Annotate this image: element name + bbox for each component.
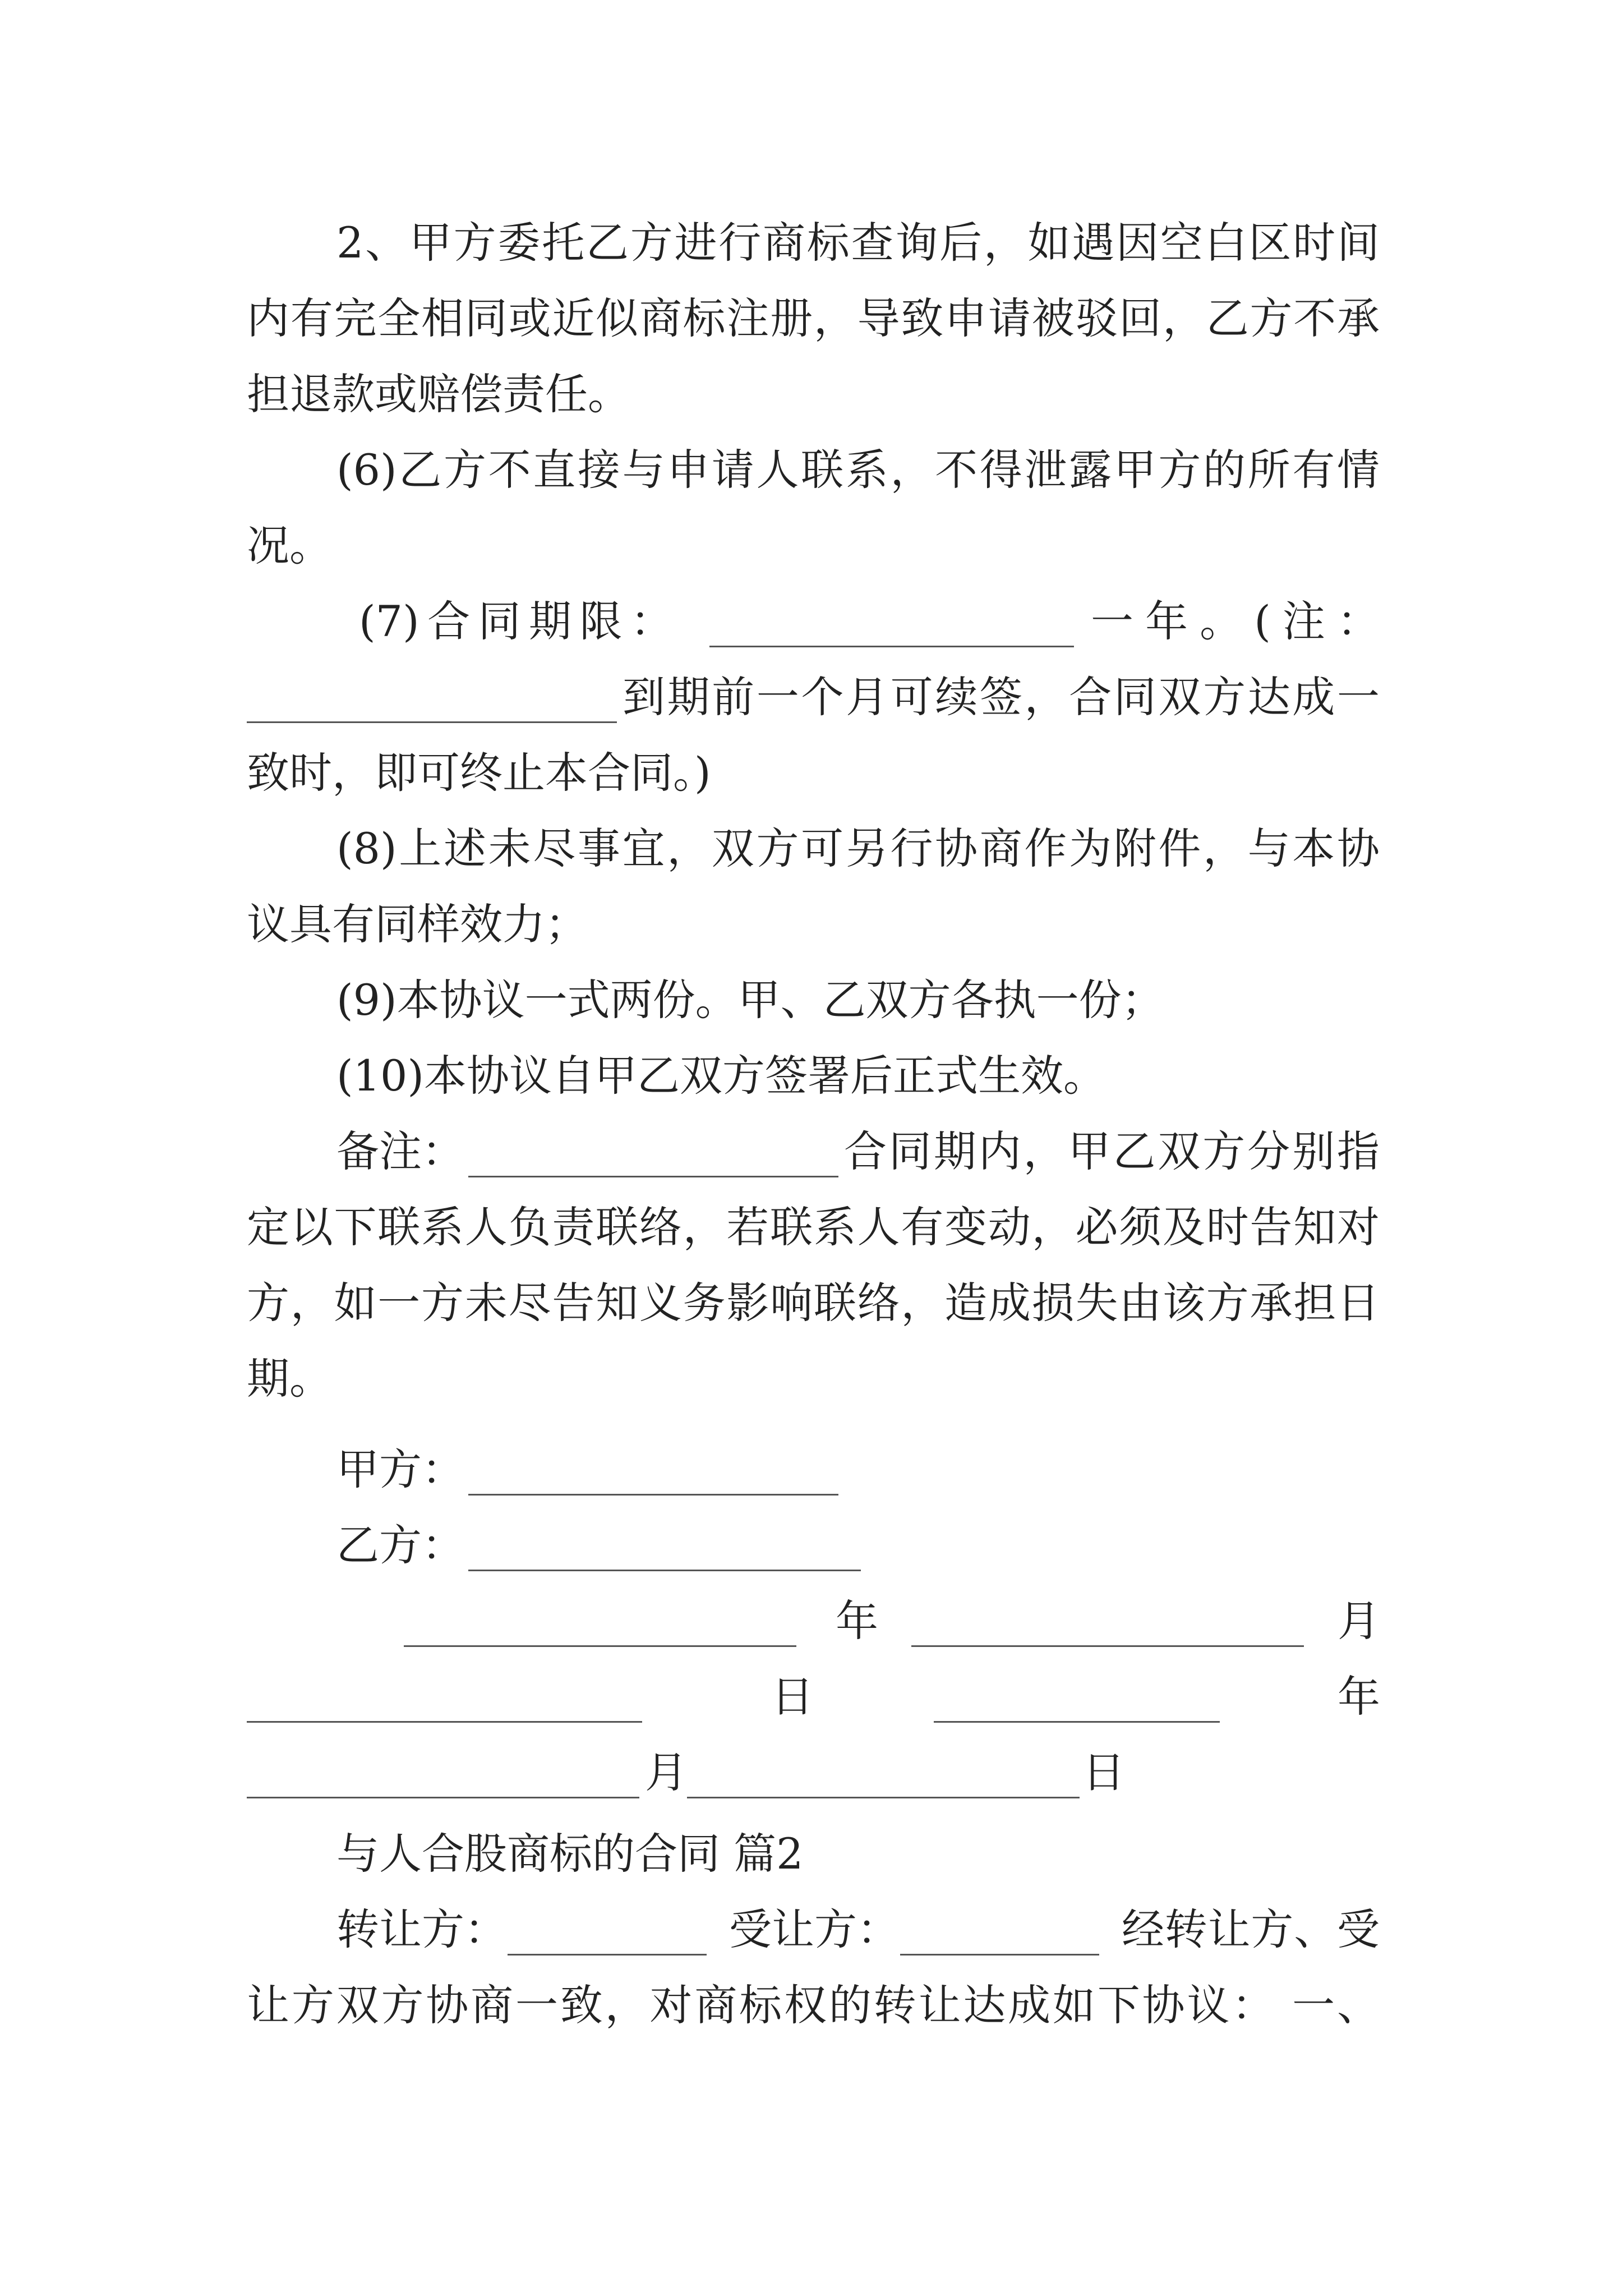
paragraph-line <box>0 894 1623 955</box>
text: 2、甲方委托乙方进行商标查询后，如遇因空白区时间 <box>336 218 1380 268</box>
date-line <box>0 1666 1623 1728</box>
transferee-label: 受让方： <box>729 1904 900 1954</box>
text: 定以下联系人负责联络，若联系人有变动，必须及时告知对 <box>247 1202 1380 1252</box>
signature-line-party-b <box>0 1515 1623 1576</box>
date-blank[interactable] <box>934 1721 1220 1723</box>
day-label: 日 <box>1082 1747 1125 1797</box>
date-blank[interactable] <box>247 1721 642 1723</box>
paragraph-line <box>0 1975 1623 2036</box>
paragraph-line <box>0 1197 1623 1258</box>
text: (7)合同期限： <box>359 596 673 646</box>
section-heading <box>0 1823 1623 1885</box>
paragraph-line <box>0 1121 1623 1182</box>
year-label: 年 <box>1338 1672 1380 1722</box>
paragraph-line <box>0 1348 1623 1410</box>
text: 经转让方、受 <box>1122 1904 1380 1954</box>
transferor-blank[interactable] <box>508 1954 707 1955</box>
text: 内有完全相同或近似商标注册，导致申请被驳回，乙方不承 <box>247 293 1380 343</box>
date-blank[interactable] <box>247 1797 639 1798</box>
paragraph-line <box>0 1045 1623 1107</box>
paragraph-line <box>0 818 1623 880</box>
party-a-blank[interactable] <box>468 1494 838 1496</box>
date-blank[interactable] <box>911 1645 1304 1647</box>
paragraph-line <box>0 666 1623 728</box>
transferor-label: 转让方： <box>336 1904 507 1954</box>
text: 担退款或赔偿责任。 <box>247 369 630 419</box>
paragraph-line <box>0 364 1623 425</box>
text: 况。 <box>247 521 332 570</box>
text: (9)本协议一式两份。甲、乙双方各执一份； <box>336 975 1164 1025</box>
paragraph-line <box>0 288 1623 349</box>
date-line <box>0 1590 1623 1652</box>
paragraph-line <box>0 1899 1623 1961</box>
party-a-label: 甲方： <box>336 1444 464 1494</box>
party-b-blank[interactable] <box>468 1570 861 1571</box>
section-title: 与人合股商标的合同 篇2 <box>336 1829 804 1879</box>
month-label: 月 <box>1338 1596 1380 1646</box>
paragraph-line <box>0 591 1623 652</box>
signature-line-party-a <box>0 1439 1623 1501</box>
paragraph-line <box>0 969 1623 1031</box>
paragraph-line <box>0 439 1623 501</box>
transferee-blank[interactable] <box>900 1954 1099 1955</box>
paragraph-line <box>0 1272 1623 1334</box>
text: 议具有同样效力； <box>247 899 588 949</box>
text: 备注： <box>336 1126 464 1176</box>
fill-in-blank[interactable] <box>468 1176 838 1177</box>
text: 合同期内，甲乙双方分别指 <box>844 1126 1380 1176</box>
month-label: 月 <box>645 1747 688 1797</box>
date-line <box>0 1742 1623 1803</box>
text: (6)乙方不直接与申请人联系，不得泄露甲方的所有情 <box>336 445 1380 495</box>
date-blank[interactable] <box>404 1645 796 1647</box>
text: (10)本协议自甲乙双方签署后正式生效。 <box>336 1051 1106 1101</box>
fill-in-blank[interactable] <box>247 721 617 723</box>
fill-in-blank[interactable] <box>709 646 1074 647</box>
paragraph-line <box>0 742 1623 804</box>
paragraph-line <box>0 515 1623 577</box>
date-blank[interactable] <box>687 1797 1080 1798</box>
text: 致时，即可终止本合同。) <box>247 748 711 798</box>
party-b-label: 乙方： <box>336 1520 464 1570</box>
text: (8)上述未尽事宜，双方可另行协商作为附件，与本协 <box>336 823 1380 873</box>
text: 到期前一个月可续签，合同双方达成一 <box>623 672 1380 722</box>
day-label: 日 <box>771 1672 814 1722</box>
year-label: 年 <box>836 1596 878 1646</box>
text: 方，如一方未尽告知义务影响联络，造成损失由该方承担日 <box>247 1278 1380 1328</box>
paragraph-line <box>0 212 1623 274</box>
text: 让方双方协商一致，对商标权的转让达成如下协议： 一、 <box>247 1980 1380 2030</box>
text: 期。 <box>247 1354 332 1404</box>
text: 一年。(注： <box>1091 596 1380 646</box>
